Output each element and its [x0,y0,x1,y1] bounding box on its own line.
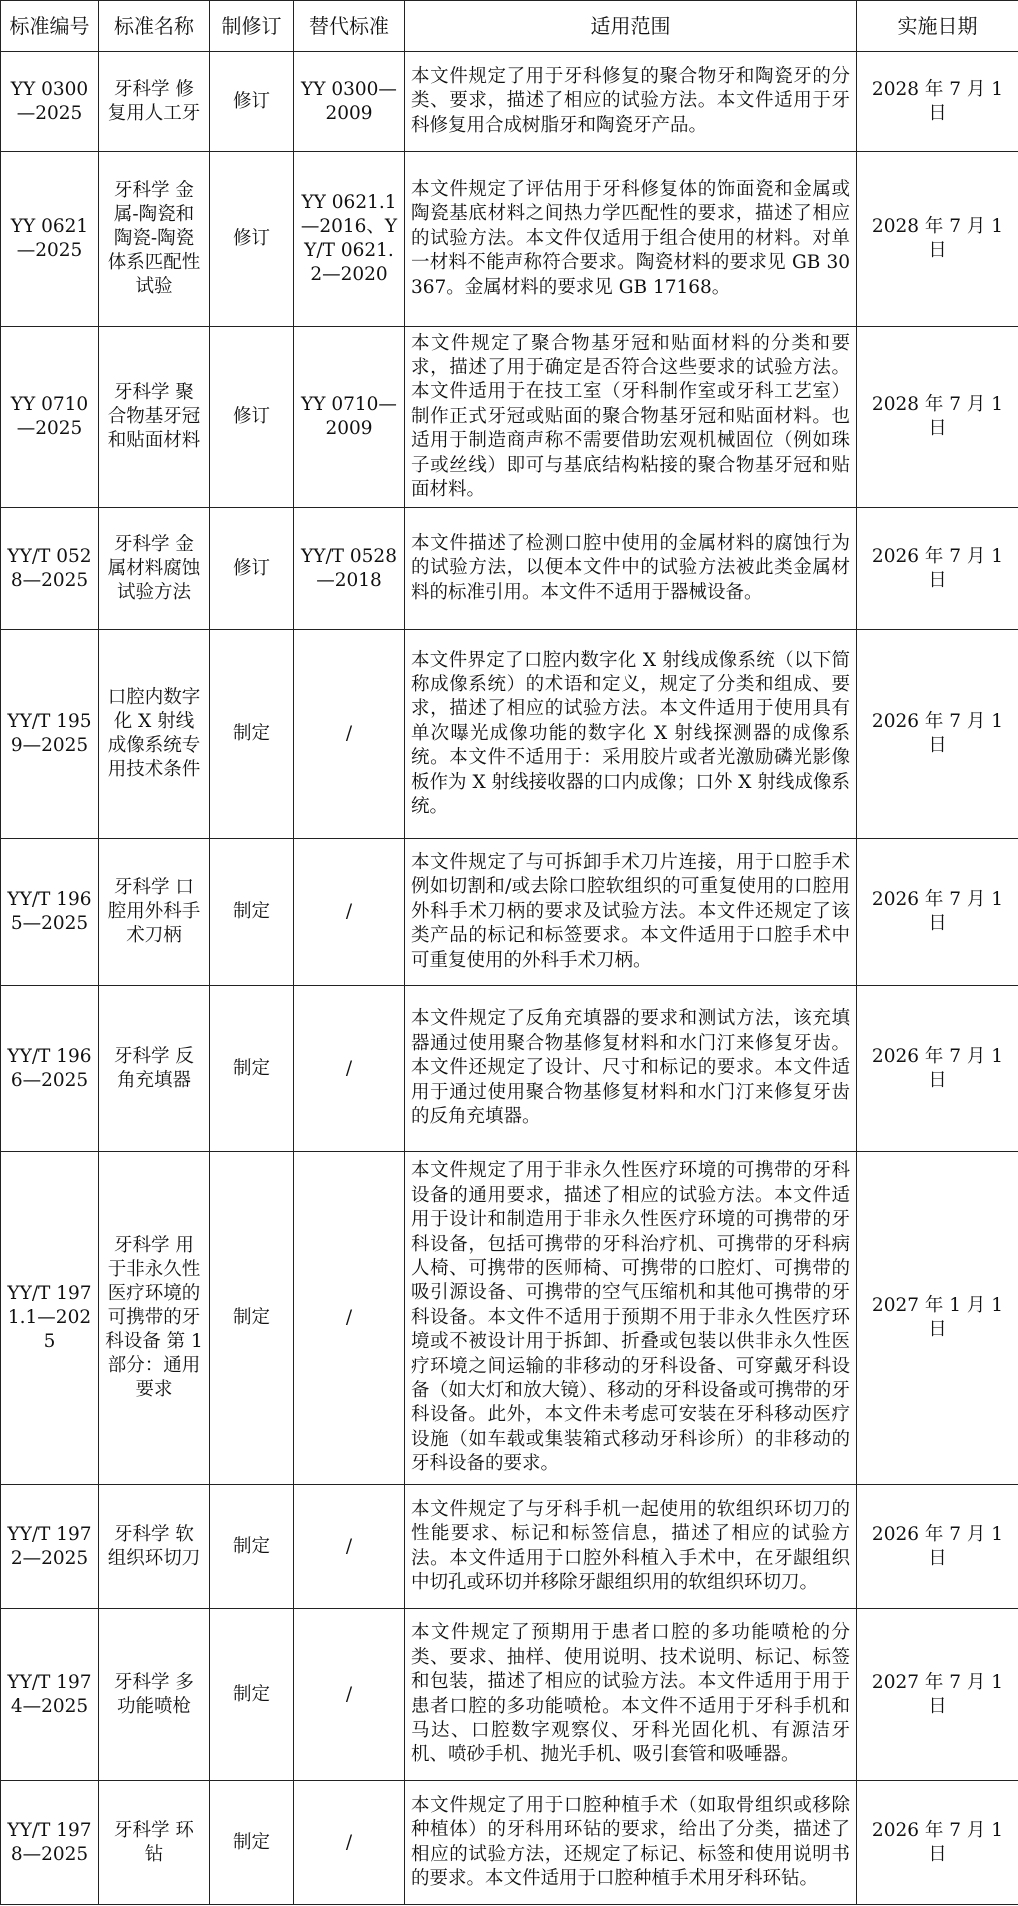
cell-replaces: / [294,986,405,1152]
cell-date: 2026 年 7 月 1 日 [857,839,1018,986]
cell-scope: 本文件规定了反角充填器的要求和测试方法，该充填器通过使用聚合物基修复材料和水门汀来修复牙齿。本文件还规定了设计、尺寸和标记的要求。本文件适用于通过使用聚合物基修复材料和水门汀来修复牙齿的反角充填器。 [405,986,857,1152]
cell-scope: 本文件规定了用于牙科修复的聚合物牙和陶瓷牙的分类、要求，描述了相应的试验方法。本文件适用于牙科修复用合成树脂牙和陶瓷牙产品。 [405,52,857,152]
table-row [1,630,1018,839]
cell-date: 2026 年 7 月 1 日 [857,1485,1018,1609]
cell-replaces: YY/T 0528—2018 [294,508,405,630]
cell-scope: 本文件规定了评估用于牙科修复体的饰面瓷和金属或陶瓷基底材料之间热力学匹配性的要求，描述了相应的试验方法。本文件仅适用于组合使用的材料。对单一材料不能声称符合要求。陶瓷材料的要求见 GB 30367。金属材料的要求见 GB 17168。 [405,152,857,327]
cell-name: 牙科学 口腔用外科手术刀柄 [99,839,210,986]
cell-revision: 制定 [210,1152,294,1485]
cell-revision: 制定 [210,1781,294,1905]
header-replaces: 替代标准 [294,1,405,52]
cell-scope: 本文件描述了检测口腔中使用的金属材料的腐蚀行为的试验方法，以便本文件中的试验方法被此类金属材料的标准引用。本文件不适用于器械设备。 [405,508,857,630]
cell-revision: 制定 [210,986,294,1152]
cell-code: YY/T 1974—2025 [1,1609,99,1781]
cell-name: 牙科学 软组织环切刀 [99,1485,210,1609]
table-row [1,986,1018,1152]
cell-name: 牙科学 反角充填器 [99,986,210,1152]
cell-code: YY/T 1971.1—2025 [1,1152,99,1485]
header-date: 实施日期 [857,1,1018,52]
cell-code: YY/T 1965—2025 [1,839,99,986]
table-row [1,1781,1018,1905]
cell-name: 牙科学 环钻 [99,1781,210,1905]
cell-code: YY 0621—2025 [1,152,99,327]
cell-revision: 修订 [210,52,294,152]
cell-date: 2026 年 7 月 1 日 [857,1781,1018,1905]
cell-name: 口腔内数字化 X 射线成像系统专用技术条件 [99,630,210,839]
cell-replaces: YY 0621.1—2016、YY/T 0621.2—2020 [294,152,405,327]
cell-scope: 本文件规定了预期用于患者口腔的多功能喷枪的分类、要求、抽样、使用说明、技术说明、标记、标签和包装，描述了相应的试验方法。本文件适用于用于患者口腔的多功能喷枪。本文件不适用于牙科手机和马达、口腔数字观察仪、牙科光固化机、有源洁牙机、喷砂手机、抛光手机、吸引套管和吸唾器。 [405,1609,857,1781]
cell-replaces: / [294,1152,405,1485]
cell-scope: 本文件规定了用于非永久性医疗环境的可携带的牙科设备的通用要求，描述了相应的试验方法。本文件适用于设计和制造用于非永久性医疗环境的可携带的牙科设备，包括可携带的牙科治疗机、可携带的牙科病人椅、可携带的医师椅、可携带的口腔灯、可携带的吸引源设备、可携带的空气压缩机和其他可携带的牙科设备。本文件不适用于预期不用于非永久性医疗环境或不被设计用于拆卸、折叠或包装以供非永久性医疗环境之间运输的非移动的牙科设备、可穿戴牙科设备（如大灯和放大镜）、移动的牙科设备或可携带的牙科设备。此外，本文件未考虑可安装在牙科移动医疗设施（如车载或集装箱式移动牙科诊所）的非移动的牙科设备的要求。 [405,1152,857,1485]
cell-date: 2028 年 7 月 1 日 [857,327,1018,508]
cell-date: 2027 年 7 月 1 日 [857,1609,1018,1781]
header-name: 标准名称 [99,1,210,52]
cell-code: YY/T 1959—2025 [1,630,99,839]
cell-code: YY/T 1978—2025 [1,1781,99,1905]
table-row [1,52,1018,152]
cell-name: 牙科学 聚合物基牙冠和贴面材料 [99,327,210,508]
cell-code: YY/T 1972—2025 [1,1485,99,1609]
cell-name: 牙科学 用于非永久性医疗环境的可携带的牙科设备 第 1 部分：通用要求 [99,1152,210,1485]
cell-code: YY 0300—2025 [1,52,99,152]
cell-revision: 修订 [210,508,294,630]
cell-revision: 制定 [210,630,294,839]
table-row [1,1609,1018,1781]
header-revision: 制修订 [210,1,294,52]
cell-scope: 本文件规定了与牙科手机一起使用的软组织环切刀的性能要求、标记和标签信息，描述了相应的试验方法。本文件适用于口腔外科植入手术中，在牙龈组织中切孔或环切并移除牙龈组织用的软组织环切刀。 [405,1485,857,1609]
cell-code: YY/T 0528—2025 [1,508,99,630]
cell-code: YY 0710—2025 [1,327,99,508]
header-scope: 适用范围 [405,1,857,52]
cell-revision: 制定 [210,1485,294,1609]
table-row [1,508,1018,630]
cell-replaces: / [294,839,405,986]
cell-name: 牙科学 多功能喷枪 [99,1609,210,1781]
cell-date: 2026 年 7 月 1 日 [857,986,1018,1152]
cell-date: 2026 年 7 月 1 日 [857,630,1018,839]
cell-replaces: / [294,1781,405,1905]
table-header-row [1,1,1018,52]
cell-revision: 制定 [210,1609,294,1781]
cell-replaces: / [294,630,405,839]
cell-scope: 本文件规定了用于口腔种植手术（如取骨组织或移除种植体）的牙科用环钻的要求，给出了分类，描述了相应的试验方法，还规定了标记、标签和使用说明书的要求。本文件适用于口腔种植手术用牙科环钻。 [405,1781,857,1905]
cell-name: 牙科学 修复用人工牙 [99,52,210,152]
table-row [1,1485,1018,1609]
table-row [1,839,1018,986]
cell-revision: 修订 [210,152,294,327]
cell-replaces: YY 0300—2009 [294,52,405,152]
cell-revision: 制定 [210,839,294,986]
cell-replaces: YY 0710—2009 [294,327,405,508]
cell-revision: 修订 [210,327,294,508]
table-row [1,152,1018,327]
table-row [1,1152,1018,1485]
cell-date: 2027 年 1 月 1 日 [857,1152,1018,1485]
cell-scope: 本文件界定了口腔内数字化 X 射线成像系统（以下简称成像系统）的术语和定义，规定了分类和组成、要求，描述了相应的试验方法。本文件适用于使用具有单次曝光成像功能的数字化 X 射线探测器的成像系统。本文件不适用于：采用胶片或者光激励磷光影像板作为 X 射线接收器的口内成像；口外 X 射线成像系统。 [405,630,857,839]
cell-scope: 本文件规定了聚合物基牙冠和贴面材料的分类和要求，描述了用于确定是否符合这些要求的试验方法。本文件适用于在技工室（牙科制作室或牙科工艺室）制作正式牙冠或贴面的聚合物基牙冠和贴面材料。也适用于制造商声称不需要借助宏观机械固位（例如珠子或丝线）即可与基底结构粘接的聚合物基牙冠和贴面材料。 [405,327,857,508]
cell-code: YY/T 1966—2025 [1,986,99,1152]
header-code: 标准编号 [1,1,99,52]
table-row [1,327,1018,508]
cell-replaces: / [294,1609,405,1781]
cell-date: 2028 年 7 月 1 日 [857,152,1018,327]
cell-date: 2028 年 7 月 1 日 [857,52,1018,152]
cell-date: 2026 年 7 月 1 日 [857,508,1018,630]
cell-scope: 本文件规定了与可拆卸手术刀片连接，用于口腔手术例如切割和/或去除口腔软组织的可重复使用的口腔用外科手术刀柄的要求及试验方法。本文件还规定了该类产品的标记和标签要求。本文件适用于口腔手术中可重复使用的外科手术刀柄。 [405,839,857,986]
cell-replaces: / [294,1485,405,1609]
cell-name: 牙科学 金属材料腐蚀试验方法 [99,508,210,630]
cell-name: 牙科学 金属-陶瓷和陶瓷-陶瓷体系匹配性试验 [99,152,210,327]
